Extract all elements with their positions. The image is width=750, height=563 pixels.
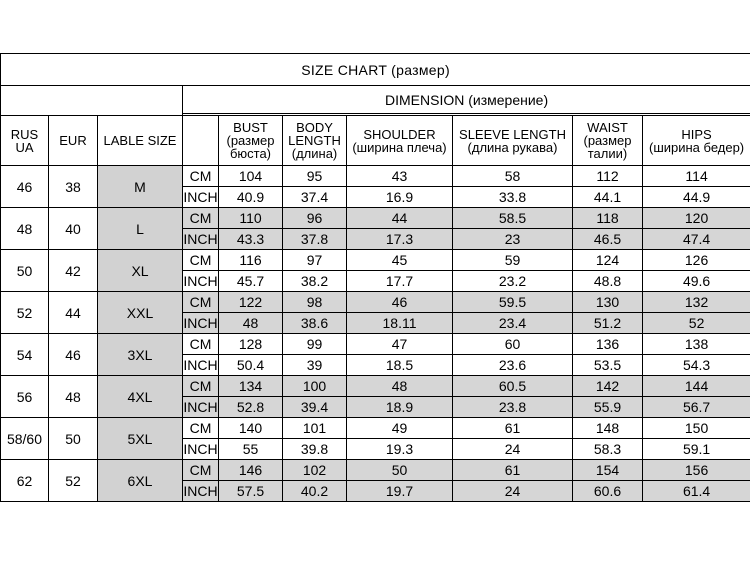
sleeve-length-inch-value: 23.8 xyxy=(453,397,573,418)
size-chart-table xyxy=(0,53,750,502)
unit-inch: INCH xyxy=(183,187,219,208)
sleeve-length-cm-value: 60.5 xyxy=(453,376,573,397)
sleeve-length-inch-value: 23.2 xyxy=(453,271,573,292)
label-size: L xyxy=(98,208,183,250)
rus-size: 56 xyxy=(1,376,49,418)
rus-size: 54 xyxy=(1,334,49,376)
label-size: 5XL xyxy=(98,418,183,460)
size-rows xyxy=(1,166,750,502)
rus-size: 46 xyxy=(1,166,49,208)
size-row-cm xyxy=(1,376,750,397)
shoulder-inch-value: 19.7 xyxy=(347,481,453,502)
body-length-inch-value: 39.4 xyxy=(283,397,347,418)
sleeve-length-cm-value: 59.5 xyxy=(453,292,573,313)
body-length-cm-value: 99 xyxy=(283,334,347,355)
waist-inch-value: 60.6 xyxy=(573,481,643,502)
hips-cm-value: 132 xyxy=(643,292,750,313)
unit-cm: CM xyxy=(183,292,219,313)
bust-inch-value: 45.7 xyxy=(219,271,283,292)
shoulder-cm-value: 46 xyxy=(347,292,453,313)
header-unit xyxy=(183,116,219,166)
bust-cm-value: 134 xyxy=(219,376,283,397)
bust-cm-value: 146 xyxy=(219,460,283,481)
bust-inch-value: 57.5 xyxy=(219,481,283,502)
waist-cm-value: 118 xyxy=(573,208,643,229)
header-shoulder: SHOULDER (ширина плеча) xyxy=(347,116,453,166)
body-length-cm-value: 100 xyxy=(283,376,347,397)
bust-cm-value: 140 xyxy=(219,418,283,439)
header-eur: EUR xyxy=(49,116,98,166)
sleeve-length-inch-value: 23.6 xyxy=(453,355,573,376)
body-length-inch-value: 38.6 xyxy=(283,313,347,334)
size-row-cm xyxy=(1,292,750,313)
label-size: XL xyxy=(98,250,183,292)
sleeve-length-cm-value: 59 xyxy=(453,250,573,271)
bust-inch-value: 50.4 xyxy=(219,355,283,376)
rus-size: 50 xyxy=(1,250,49,292)
hips-cm-value: 150 xyxy=(643,418,750,439)
hips-cm-value: 120 xyxy=(643,208,750,229)
label-size: 3XL xyxy=(98,334,183,376)
hips-cm-value: 156 xyxy=(643,460,750,481)
unit-cm: CM xyxy=(183,418,219,439)
rus-size: 48 xyxy=(1,208,49,250)
bust-inch-value: 52.8 xyxy=(219,397,283,418)
size-row-cm xyxy=(1,250,750,271)
header-hips: HIPS (ширина бедер) xyxy=(643,116,750,166)
bust-inch-value: 55 xyxy=(219,439,283,460)
hips-inch-value: 56.7 xyxy=(643,397,750,418)
eur-size: 46 xyxy=(49,334,98,376)
shoulder-cm-value: 48 xyxy=(347,376,453,397)
body-length-inch-value: 40.2 xyxy=(283,481,347,502)
hips-cm-value: 126 xyxy=(643,250,750,271)
unit-inch: INCH xyxy=(183,355,219,376)
hips-inch-value: 54.3 xyxy=(643,355,750,376)
waist-inch-value: 58.3 xyxy=(573,439,643,460)
hips-inch-value: 59.1 xyxy=(643,439,750,460)
eur-size: 42 xyxy=(49,250,98,292)
unit-cm: CM xyxy=(183,250,219,271)
shoulder-cm-value: 49 xyxy=(347,418,453,439)
waist-inch-value: 46.5 xyxy=(573,229,643,250)
label-size: M xyxy=(98,166,183,208)
waist-inch-value: 48.8 xyxy=(573,271,643,292)
shoulder-inch-value: 17.3 xyxy=(347,229,453,250)
unit-inch: INCH xyxy=(183,439,219,460)
body-length-cm-value: 98 xyxy=(283,292,347,313)
unit-inch: INCH xyxy=(183,313,219,334)
body-length-inch-value: 37.4 xyxy=(283,187,347,208)
body-length-cm-value: 101 xyxy=(283,418,347,439)
sleeve-length-cm-value: 58 xyxy=(453,166,573,187)
unit-inch: INCH xyxy=(183,271,219,292)
unit-inch: INCH xyxy=(183,481,219,502)
rus-size: 52 xyxy=(1,292,49,334)
size-row-cm xyxy=(1,418,750,439)
shoulder-inch-value: 16.9 xyxy=(347,187,453,208)
unit-cm: CM xyxy=(183,334,219,355)
size-row-cm xyxy=(1,208,750,229)
header-label-size: LABLE SIZE xyxy=(98,116,183,166)
body-length-inch-value: 39.8 xyxy=(283,439,347,460)
sleeve-length-cm-value: 58.5 xyxy=(453,208,573,229)
sleeve-length-cm-value: 60 xyxy=(453,334,573,355)
shoulder-inch-value: 17.7 xyxy=(347,271,453,292)
sleeve-length-inch-value: 24 xyxy=(453,481,573,502)
waist-cm-value: 142 xyxy=(573,376,643,397)
waist-cm-value: 124 xyxy=(573,250,643,271)
header-bust: BUST (размер бюста) xyxy=(219,116,283,166)
hips-inch-value: 49.6 xyxy=(643,271,750,292)
blank-corner xyxy=(1,86,183,116)
waist-inch-value: 44.1 xyxy=(573,187,643,208)
sleeve-length-inch-value: 33.8 xyxy=(453,187,573,208)
rus-size: 62 xyxy=(1,460,49,502)
chart-title: SIZE CHART (размер) xyxy=(1,54,750,86)
label-size: 4XL xyxy=(98,376,183,418)
bust-inch-value: 40.9 xyxy=(219,187,283,208)
unit-cm: CM xyxy=(183,208,219,229)
hips-inch-value: 61.4 xyxy=(643,481,750,502)
eur-size: 50 xyxy=(49,418,98,460)
hips-cm-value: 144 xyxy=(643,376,750,397)
sleeve-length-cm-value: 61 xyxy=(453,418,573,439)
dimension-heading: DIMENSION (измерение) xyxy=(183,86,750,114)
waist-cm-value: 148 xyxy=(573,418,643,439)
body-length-cm-value: 97 xyxy=(283,250,347,271)
bust-cm-value: 110 xyxy=(219,208,283,229)
bust-cm-value: 122 xyxy=(219,292,283,313)
hips-inch-value: 47.4 xyxy=(643,229,750,250)
unit-cm: CM xyxy=(183,376,219,397)
sleeve-length-inch-value: 24 xyxy=(453,439,573,460)
eur-size: 48 xyxy=(49,376,98,418)
bust-cm-value: 128 xyxy=(219,334,283,355)
size-row-cm xyxy=(1,460,750,481)
shoulder-cm-value: 50 xyxy=(347,460,453,481)
body-length-cm-value: 96 xyxy=(283,208,347,229)
bust-inch-value: 48 xyxy=(219,313,283,334)
waist-inch-value: 51.2 xyxy=(573,313,643,334)
eur-size: 40 xyxy=(49,208,98,250)
waist-cm-value: 130 xyxy=(573,292,643,313)
label-size: 6XL xyxy=(98,460,183,502)
shoulder-cm-value: 45 xyxy=(347,250,453,271)
hips-inch-value: 52 xyxy=(643,313,750,334)
eur-size: 38 xyxy=(49,166,98,208)
waist-cm-value: 112 xyxy=(573,166,643,187)
waist-inch-value: 53.5 xyxy=(573,355,643,376)
header-waist: WAIST (размер талии) xyxy=(573,116,643,166)
shoulder-inch-value: 18.5 xyxy=(347,355,453,376)
rus-size: 58/60 xyxy=(1,418,49,460)
hips-cm-value: 138 xyxy=(643,334,750,355)
body-length-cm-value: 95 xyxy=(283,166,347,187)
shoulder-inch-value: 19.3 xyxy=(347,439,453,460)
sleeve-length-cm-value: 61 xyxy=(453,460,573,481)
header-sleeve-length: SLEEVE LENGTH (длина рукава) xyxy=(453,116,573,166)
sleeve-length-inch-value: 23 xyxy=(453,229,573,250)
shoulder-inch-value: 18.11 xyxy=(347,313,453,334)
unit-inch: INCH xyxy=(183,397,219,418)
unit-inch: INCH xyxy=(183,229,219,250)
header-body-length: BODY LENGTH (длина) xyxy=(283,116,347,166)
header-rus-ua: RUS UA xyxy=(1,116,49,166)
waist-cm-value: 154 xyxy=(573,460,643,481)
hips-cm-value: 114 xyxy=(643,166,750,187)
unit-cm: CM xyxy=(183,166,219,187)
eur-size: 44 xyxy=(49,292,98,334)
waist-inch-value: 55.9 xyxy=(573,397,643,418)
shoulder-cm-value: 43 xyxy=(347,166,453,187)
body-length-inch-value: 38.2 xyxy=(283,271,347,292)
eur-size: 52 xyxy=(49,460,98,502)
bust-cm-value: 116 xyxy=(219,250,283,271)
label-size: XXL xyxy=(98,292,183,334)
sleeve-length-inch-value: 23.4 xyxy=(453,313,573,334)
size-row-cm xyxy=(1,166,750,187)
size-row-cm xyxy=(1,334,750,355)
shoulder-cm-value: 44 xyxy=(347,208,453,229)
bust-cm-value: 104 xyxy=(219,166,283,187)
unit-cm: CM xyxy=(183,460,219,481)
waist-cm-value: 136 xyxy=(573,334,643,355)
shoulder-cm-value: 47 xyxy=(347,334,453,355)
hips-inch-value: 44.9 xyxy=(643,187,750,208)
body-length-cm-value: 102 xyxy=(283,460,347,481)
bust-inch-value: 43.3 xyxy=(219,229,283,250)
body-length-inch-value: 37.8 xyxy=(283,229,347,250)
body-length-inch-value: 39 xyxy=(283,355,347,376)
shoulder-inch-value: 18.9 xyxy=(347,397,453,418)
